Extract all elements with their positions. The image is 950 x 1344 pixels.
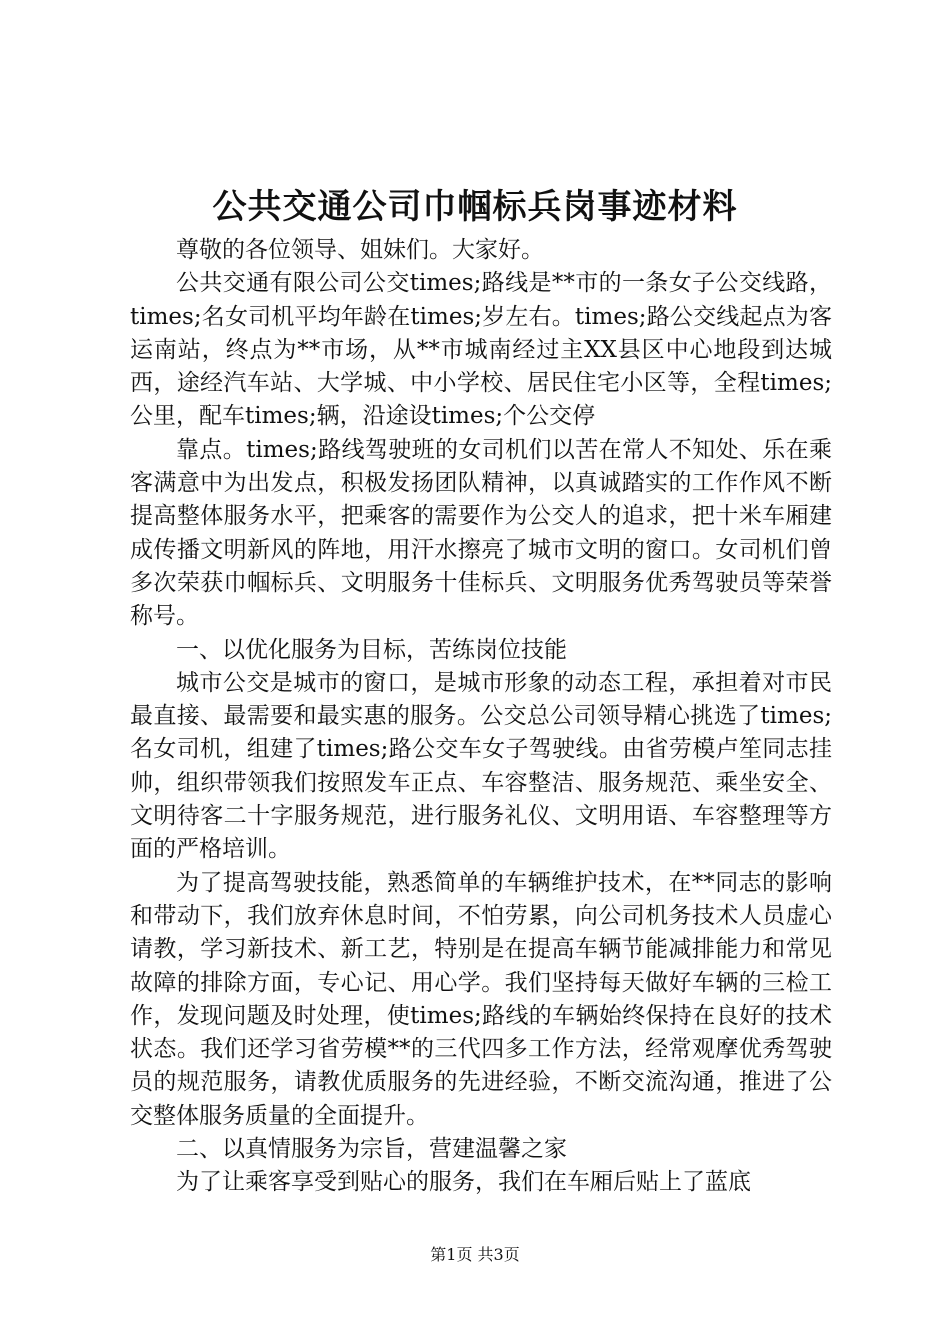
body-paragraph: 城市公交是城市的窗口，是城市形象的动态工程，承担着对市民最直接、最需要和最实惠的服务。公交总公司领导精心挑选了times;名女司机，组建了times;路公交车女子驾驶线。由省劳模卢笙同志挂帅，组织带领我们按照发车正点、车容整洁、服务规范、乘坐安全、文明待客二十字服务规范，进行服务礼仪、文明用语、车容整理等方面的严格培训。 (130, 669, 832, 863)
body-paragraph: 靠点。times;路线驾驶班的女司机们以苦在常人不知处、乐在乘客满意中为出发点，积极发扬团队精神，以真诚踏实的工作作风不断提高整体服务水平，把乘客的需要作为公交人的追求，把十米车厢建成传播文明新风的阵地，用汗水擦亮了城市文明的窗口。女司机们曾多次荣获巾帼标兵、文明服务十佳标兵、文明服务优秀驾驶员等荣誉称号。 (130, 436, 832, 630)
document-body (130, 234, 832, 1200)
section-heading: 一、以优化服务为目标，苦练岗位技能 (176, 636, 567, 663)
greeting-paragraph: 尊敬的各位领导、姐妹们。大家好。 (176, 237, 544, 263)
body-paragraph: 为了提高驾驶技能，熟悉简单的车辆维护技术，在**同志的影响和带动下，我们放弃休息时间，不怕劳累，向公司机务技术人员虚心请教，学习新技术、新工艺，特别是在提高车辆节能减排能力和常见故障的排除方面，专心记、用心学。我们坚持每天做好车辆的三检工作，发现问题及时处理，使times;路线的车辆始终保持在良好的技术状态。我们还学习省劳模**的三代四多工作方法，经常观摩优秀驾驶员的规范服务，请教优质服务的先进经验，不断交流沟通，推进了公交整体服务质量的全面提升。 (130, 869, 832, 1129)
section-heading: 二、以真情服务为宗旨，营建温馨之家 (176, 1136, 567, 1163)
document-title: 公共交通公司巾帼标兵岗事迹材料 (212, 187, 738, 227)
body-paragraph: 公共交通有限公司公交times;路线是**市的一条女子公交线路，times;名女司机平均年龄在times;岁左右。times;路公交线起点为客运南站，终点为**市场，从**市城南经过主XX县区中心地段到达城西，途经汽车站、大学城、中小学校、居民住宅小区等，全程times;公里，配车times;辆，沿途设times;个公交停 (130, 270, 832, 430)
page-number-footer: 第1页 共3页 (430, 1245, 520, 1264)
body-paragraph: 为了让乘客享受到贴心的服务，我们在车厢后贴上了蓝底 (176, 1169, 751, 1196)
